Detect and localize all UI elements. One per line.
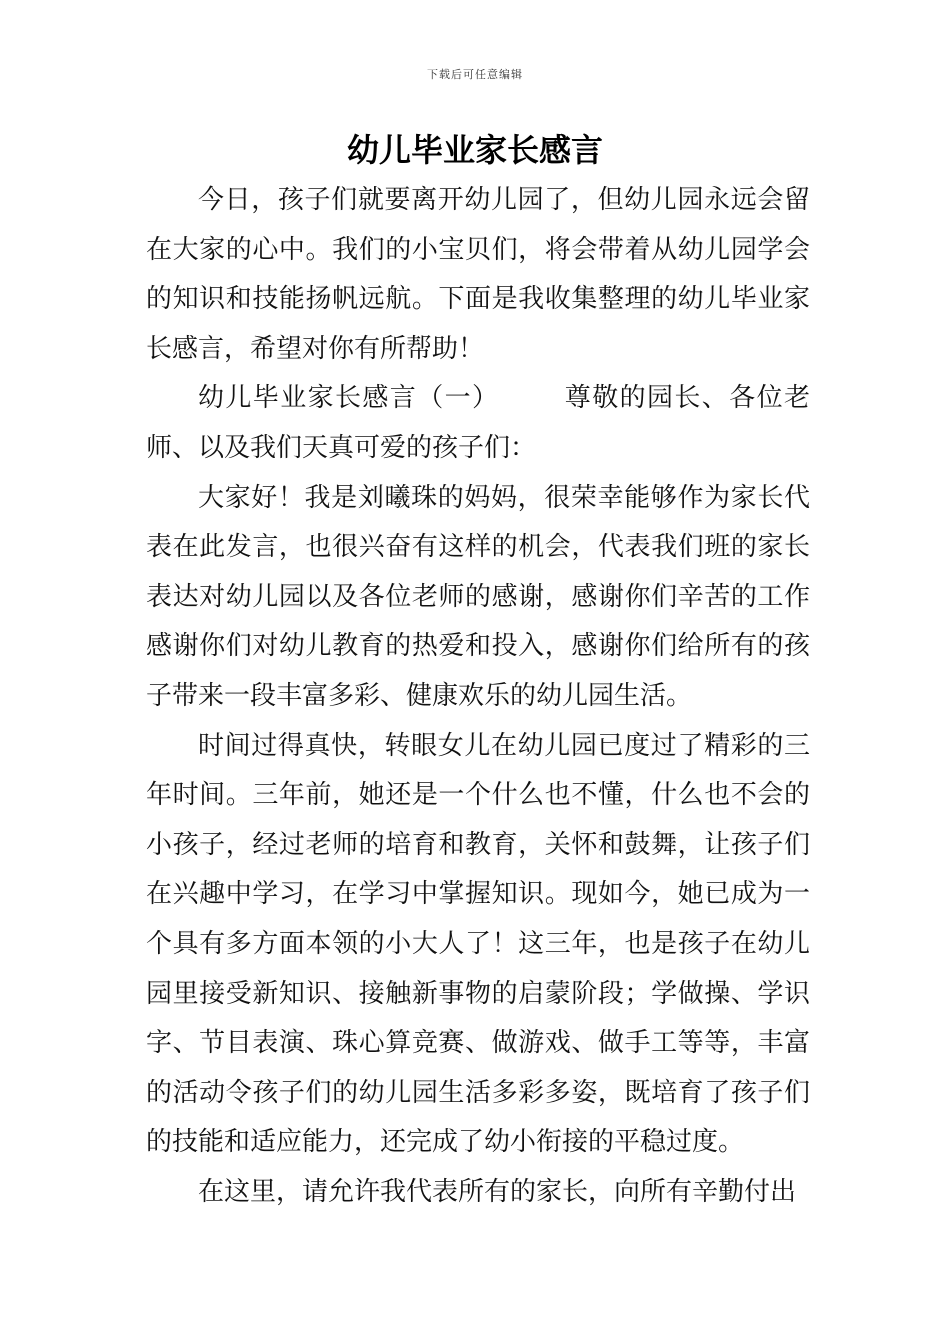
salutation: 尊敬的园长、各位老师、以及我们天真可爱的孩子们： [146, 383, 810, 463]
section-heading: 幼儿毕业家长感言（一） [198, 383, 500, 414]
document-body [146, 176, 810, 1217]
paragraph-greeting: 大家好！我是刘曦珠的妈妈，很荣幸能够作为家长代表在此发言，也很兴奋有这样的机会，代表我们班的家长表达对幼儿园以及各位老师的感谢，感谢你们辛苦的工作感谢你们对幼儿教育的热爱和投入，感谢你们给所有的孩子带来一段丰富多彩、健康欢乐的幼儿园生活。 [146, 482, 810, 711]
paragraph-memories: 时间过得真快，转眼女儿在幼儿园已度过了精彩的三年时间。三年前，她还是一个什么也不懂，什么也不会的小孩子，经过老师的培育和教育，关怀和鼓舞，让孩子们在兴趣中学习，在学习中掌握知识。现如今，她已成为一个具有多方面本领的小大人了！这三年，也是孩子在幼儿园里接受新知识、接触新事物的启蒙阶段；学做操、学识字、节目表演、珠心算竞赛、做游戏、做手工等等，丰富的活动令孩子们的幼儿园生活多彩多姿，既培育了孩子们的技能和适应能力，还完成了幼小衔接的平稳过度。 [146, 730, 810, 1158]
paragraph-closing: 在这里，请允许我代表所有的家长，向所有辛勤付出 [198, 1176, 797, 1207]
paragraph-intro: 今日，孩子们就要离开幼儿园了，但幼儿园永远会留在大家的心中。我们的小宝贝们，将会带着从幼儿园学会的知识和技能扬帆远航。下面是我收集整理的幼儿毕业家长感言，希望对你有所帮助！ [146, 185, 810, 364]
header-note: 下载后可任意编辑 [427, 68, 523, 81]
paragraph-section-heading [146, 374, 810, 473]
document-title: 幼儿毕业家长感言 [346, 131, 603, 169]
